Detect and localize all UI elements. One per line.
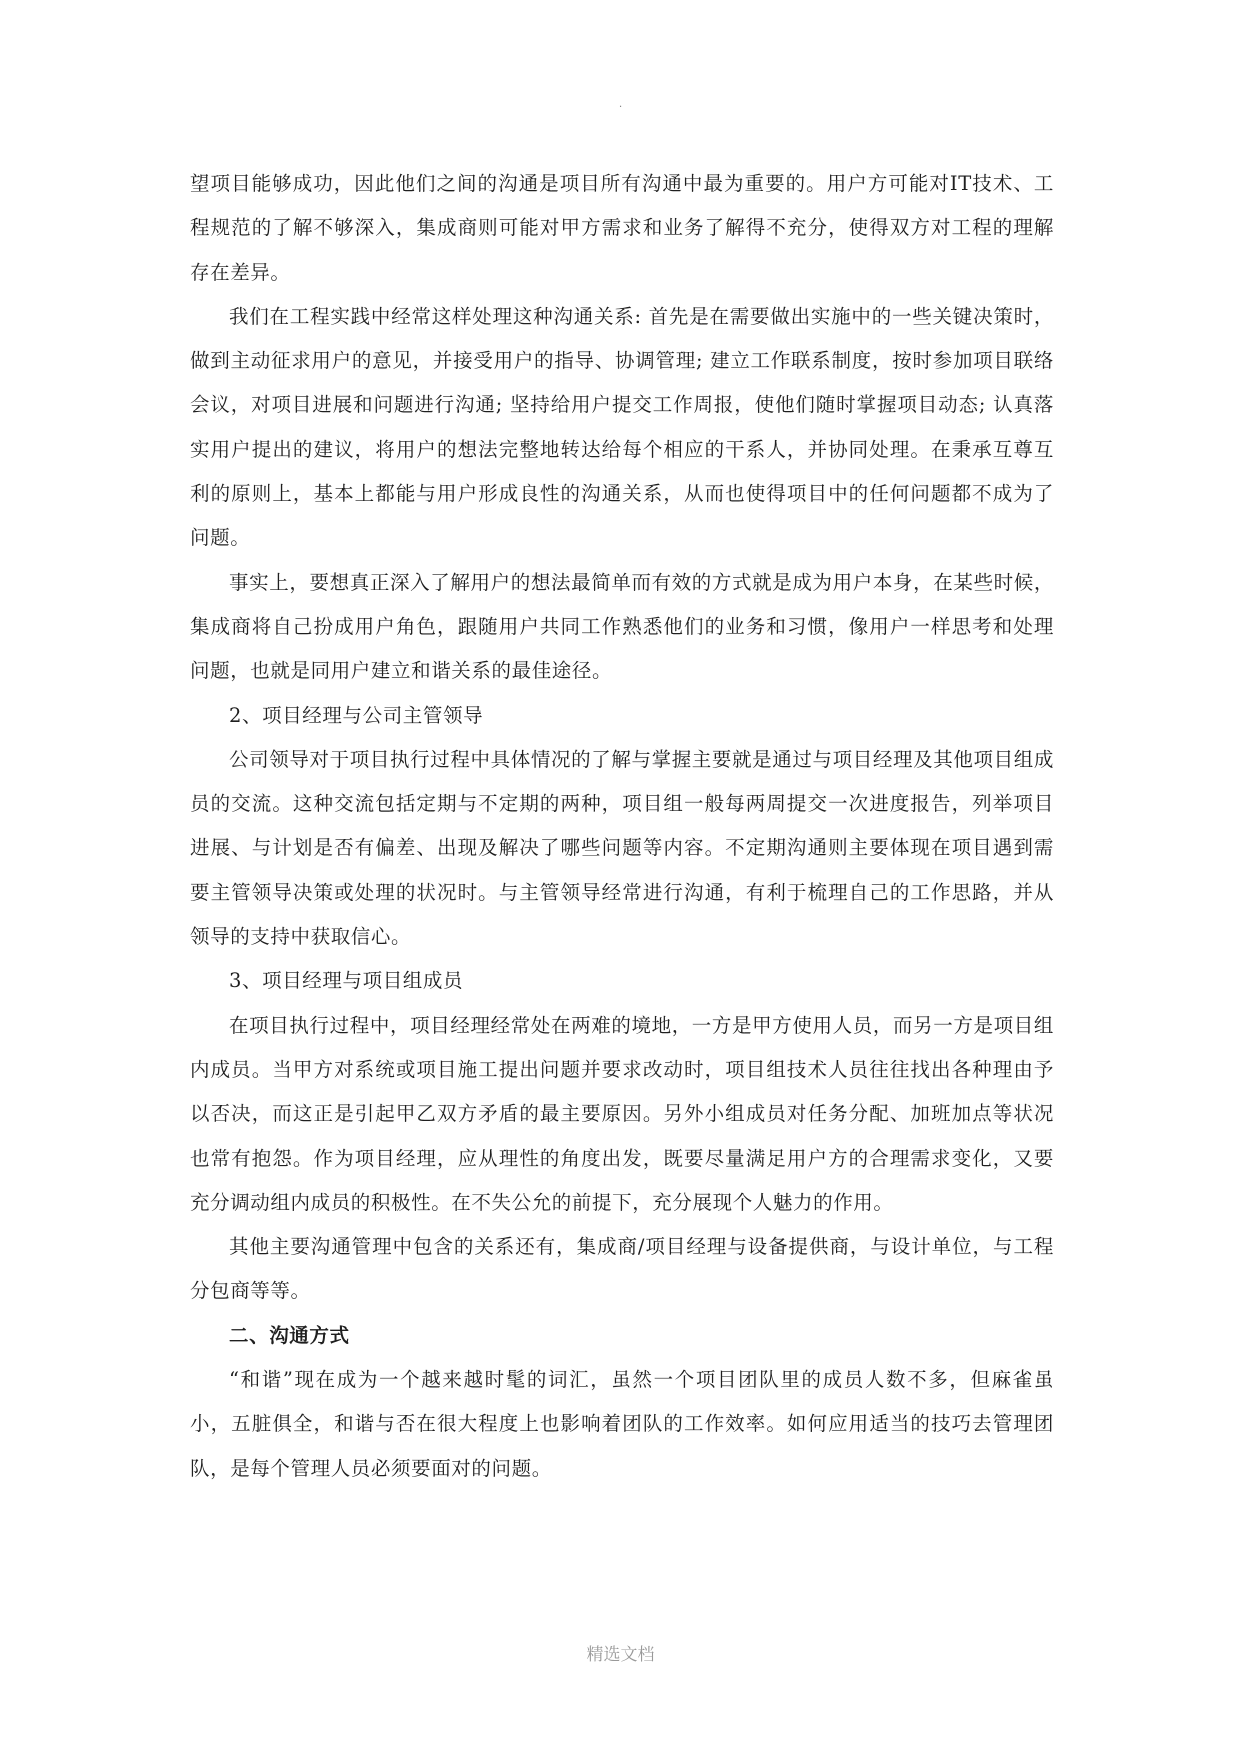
document-body: [190, 162, 1054, 1491]
paragraph: 在项目执行过程中，项目经理经常处在两难的境地，一方是甲方使用人员，而另一方是项目组内成员。当甲方对系统或项目施工提出问题并要求改动时，项目组技术人员往往找出各种理由予以否决，而这正是引起甲乙双方矛盾的最主要原因。另外小组成员对任务分配、加班加点等状况也常有抱怨。作为项目经理，应从理性的角度出发，既要尽量满足用户方的合理需求变化，又要充分调动组内成员的积极性。在不失公允的前提下，充分展现个人魅力的作用。: [190, 1013, 1054, 1214]
subheading: 3、项目经理与项目组成员: [229, 969, 464, 993]
footer-text: 精选文档: [586, 1645, 655, 1665]
paragraph: 望项目能够成功，因此他们之间的沟通是项目所有沟通中最为重要的。用户方可能对IT技术、工程规范的了解不够深入，集成商则可能对甲方需求和业务了解得不充分，使得双方对工程的理解存在差异。: [190, 172, 1054, 284]
section-heading: 二、沟通方式: [229, 1323, 350, 1347]
paragraph: 事实上，要想真正深入了解用户的想法最简单而有效的方式就是成为用户本身，在某些时候，集成商将自己扮成用户角色，跟随用户共同工作熟悉他们的业务和习惯，像用户一样思考和处理问题，也就是同用户建立和谐关系的最佳途径。: [190, 570, 1054, 683]
paragraph: “和谐”现在成为一个越来越时髦的词汇，虽然一个项目团队里的成员人数不多，但麻雀虽小，五脏俱全，和谐与否在很大程度上也影响着团队的工作效率。如何应用适当的技巧去管理团队，是每个管理人员必须要面对的问题。: [190, 1368, 1054, 1480]
paragraph: 我们在工程实践中经常这样处理这种沟通关系: 首先是在需要做出实施中的一些关键决策时，做到主动征求用户的意见，并接受用户的指导、协调管理; 建立工作联系制度，按时参加项目联络会议，对项目进展和问题进行沟通; 坚持给用户提交工作周报，使他们随时掌握项目动态; 认真落实用户提出的建议，将用户的想法完整地转达给每个相应的干系人，并协同处理。在秉承互尊互利的原则上，基本上都能与用户形成良性的沟通关系，从而也使得项目中的任何问题都不成为了问题。: [190, 304, 1054, 550]
header-mark: .: [618, 96, 623, 110]
paragraph: 其他主要沟通管理中包含的关系还有，集成商/项目经理与设备提供商，与设计单位，与工程分包商等等。: [190, 1235, 1054, 1303]
paragraph: 公司领导对于项目执行过程中具体情况的了解与掌握主要就是通过与项目经理及其他项目组成员的交流。这种交流包括定期与不定期的两种，项目组一般每两周提交一次进度报告，列举项目进展、与计划是否有偏差、出现及解决了哪些问题等内容。不定期沟通则主要体现在项目遇到需要主管领导决策或处理的状况时。与主管领导经常进行沟通，有利于梳理自己的工作思路，并从领导的支持中获取信心。: [190, 747, 1054, 949]
subheading: 2、项目经理与公司主管领导: [229, 703, 484, 727]
